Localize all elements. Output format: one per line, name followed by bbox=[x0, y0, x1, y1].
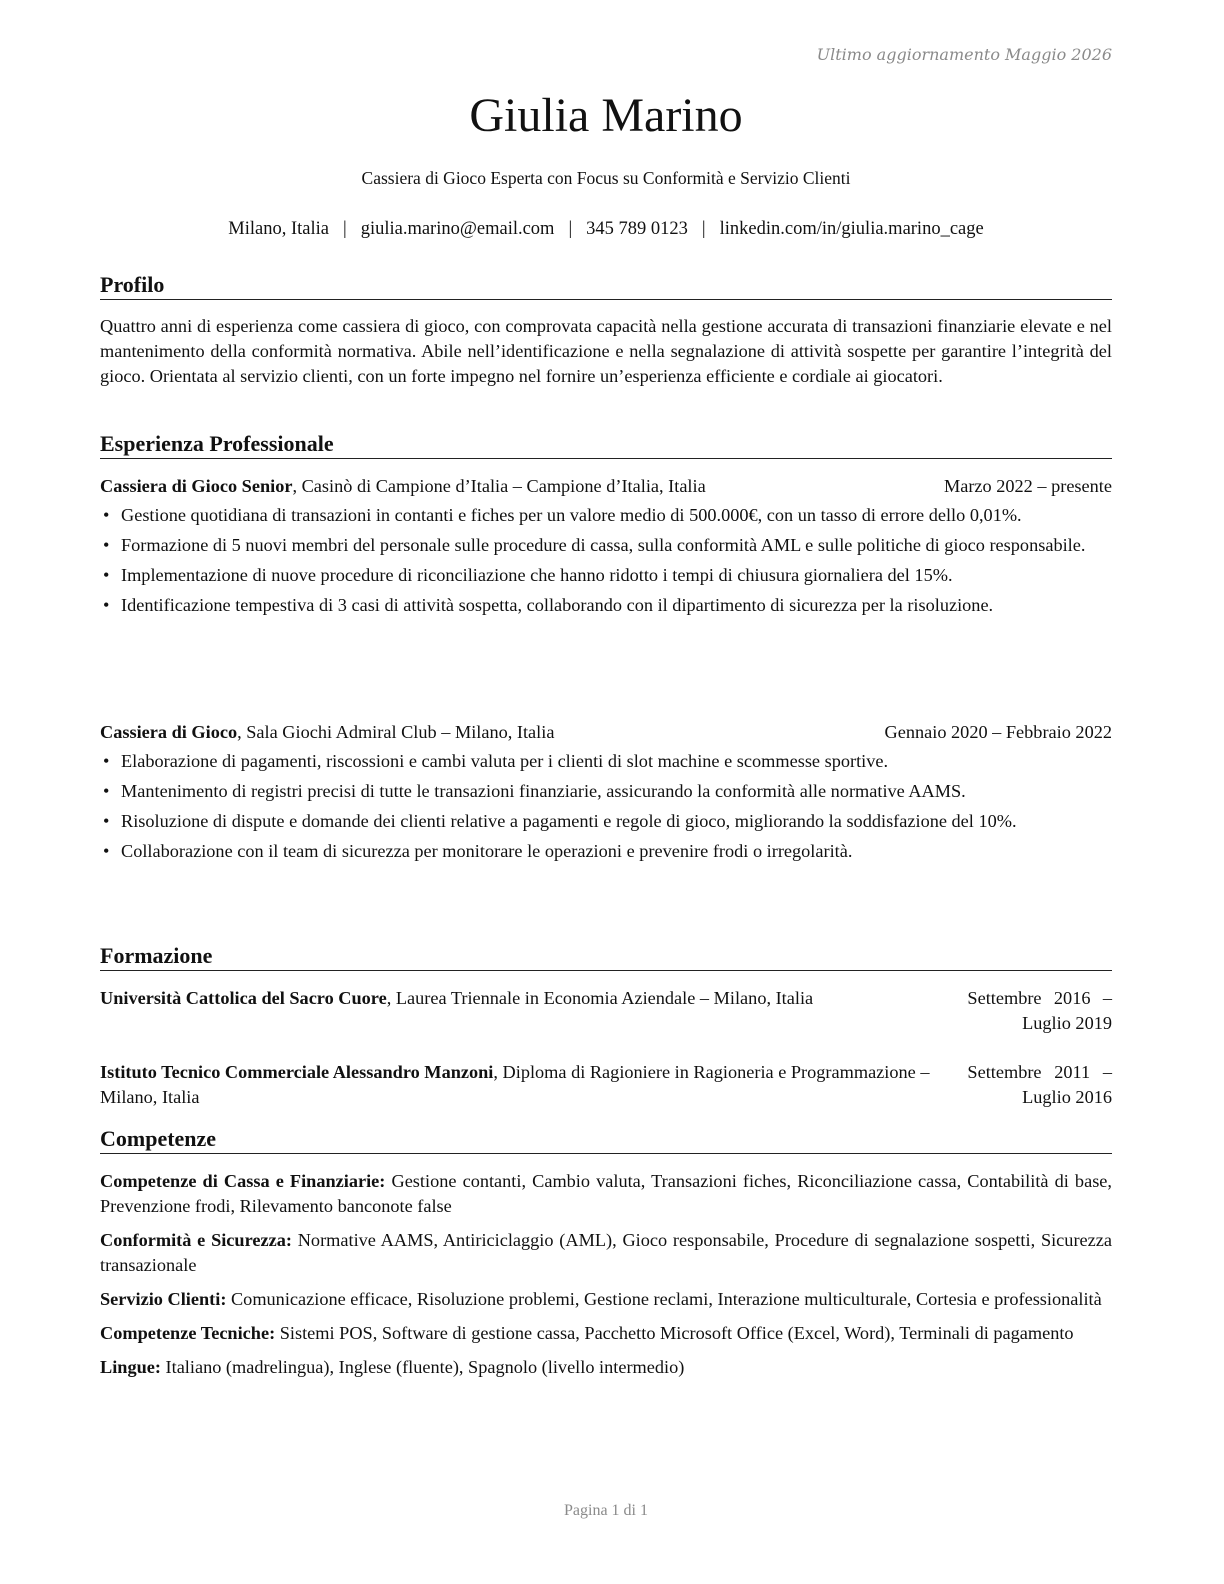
list-item bbox=[100, 563, 1112, 588]
bullet-icon: • bbox=[103, 751, 110, 771]
contact-line bbox=[100, 219, 1112, 240]
profile-summary: Quattro anni di esperienza come cassiera di gioco, con comprovata capacità nella gestione accurata di transazioni finanziarie elevate e nel mantenimento della conformità normativa. Abile nell’identificazione e nella segnalazione di attività sospette per garantire l’integrità del gioco. Orientata al servizio clienti, con un forte impegno nel fornire un’esperienza efficiente e cordiale ai giocatori. bbox=[100, 316, 1112, 386]
skill-category: Servizio Clienti: bbox=[100, 1289, 227, 1309]
education-degree: , Diploma di Ragioniere in Ragioneria e Programmazione – Milano, Italia bbox=[100, 1062, 930, 1107]
list-item bbox=[100, 779, 1112, 804]
education-school: Istituto Tecnico Commerciale Alessandro Manzoni bbox=[100, 1062, 494, 1082]
last-updated-note: Ultimo aggiornamento Maggio 2026 bbox=[816, 45, 1112, 64]
job-bullet-list bbox=[100, 749, 1112, 864]
contact-phone[interactable]: 345 789 0123 bbox=[586, 219, 688, 239]
job-employer: , Casinò di Campione d’Italia – Campione d’Italia, Italia bbox=[292, 476, 706, 496]
list-item bbox=[100, 593, 1112, 618]
education-dates: Settembre 2011 – Luglio 2016 bbox=[967, 1062, 1112, 1107]
job-entry bbox=[100, 474, 1112, 623]
bullet-text: Identificazione tempestiva di 3 casi di attività sospetta, collaborando con il dipartimento di sicurezza per la risoluzione. bbox=[121, 595, 994, 615]
education-school: Università Cattolica del Sacro Cuore bbox=[100, 988, 387, 1008]
education-dates: Settembre 2016 – Luglio 2019 bbox=[967, 988, 1112, 1033]
job-role: Cassiera di Gioco bbox=[100, 722, 238, 742]
page-number: Pagina 1 di 1 bbox=[564, 1502, 648, 1519]
skill-values: Sistemi POS, Software di gestione cassa, Pacchetto Microsoft Office (Excel, Word), Terminali di pagamento bbox=[275, 1323, 1074, 1343]
section-title-profile: Profilo bbox=[100, 271, 1112, 300]
skill-values: Normative AAMS, Antiriciclaggio (AML), Gioco responsabile, Procedure di segnalazione sospetti, Sicurezza transazionale bbox=[100, 1230, 1112, 1275]
section-title-education: Formazione bbox=[100, 942, 1112, 971]
list-item bbox=[100, 839, 1112, 864]
bullet-icon: • bbox=[103, 505, 110, 525]
job-entry bbox=[100, 720, 1112, 869]
contact-separator: | bbox=[701, 219, 706, 239]
contact-location: Milano, Italia bbox=[228, 219, 329, 239]
resume-page bbox=[100, 0, 1112, 1584]
contact-separator: | bbox=[342, 219, 347, 239]
job-dates: Marzo 2022 – presente bbox=[943, 476, 1112, 496]
list-item bbox=[100, 533, 1112, 558]
job-role: Cassiera di Gioco Senior bbox=[100, 476, 293, 496]
bullet-text: Risoluzione di dispute e domande dei clienti relative a pagamenti e regole di gioco, migliorando la soddisfazione del 10%. bbox=[121, 811, 1017, 831]
skill-group bbox=[100, 1355, 1112, 1380]
education-row bbox=[100, 1060, 1112, 1110]
bullet-icon: • bbox=[103, 565, 110, 585]
education-entry bbox=[100, 1060, 1112, 1110]
skill-category: Competenze di Cassa e Finanziarie: bbox=[100, 1171, 386, 1191]
job-employer: , Sala Giochi Admiral Club – Milano, Italia bbox=[237, 722, 555, 742]
education-institution-line bbox=[100, 986, 967, 1011]
candidate-headline: Cassiera di Gioco Esperta con Focus su Conformità e Servizio Clienti bbox=[361, 168, 851, 188]
list-item bbox=[100, 749, 1112, 774]
job-title-line bbox=[100, 474, 944, 499]
job-dates: Gennaio 2020 – Febbraio 2022 bbox=[884, 722, 1112, 742]
education-institution-line bbox=[100, 1060, 967, 1110]
bullet-icon: • bbox=[103, 781, 110, 801]
education-row bbox=[100, 986, 1112, 1036]
skills-list bbox=[100, 1169, 1112, 1389]
education-entry bbox=[100, 986, 1112, 1036]
contact-email[interactable]: giulia.marino@email.com bbox=[360, 219, 555, 239]
bullet-icon: • bbox=[103, 535, 110, 555]
skill-category: Lingue: bbox=[100, 1357, 161, 1377]
list-item bbox=[100, 503, 1112, 528]
contact-separator: | bbox=[568, 219, 573, 239]
section-title-experience: Esperienza Professionale bbox=[100, 430, 1112, 459]
job-header bbox=[100, 720, 1112, 745]
bullet-text: Collaborazione con il team di sicurezza per monitorare le operazioni e prevenire frodi o irregolarità. bbox=[121, 841, 853, 861]
job-header bbox=[100, 474, 1112, 499]
education-degree: , Laurea Triennale in Economia Aziendale – Milano, Italia bbox=[386, 988, 814, 1008]
bullet-icon: • bbox=[103, 595, 110, 615]
skill-group bbox=[100, 1228, 1112, 1278]
bullet-icon: • bbox=[103, 811, 110, 831]
skill-values: Gestione contanti, Cambio valuta, Transazioni fiches, Riconciliazione cassa, Contabilità di base, Prevenzione frodi, Rilevamento banconote false bbox=[100, 1171, 1112, 1216]
candidate-name: Giulia Marino bbox=[469, 89, 743, 142]
contact-linkedin[interactable]: linkedin.com/in/giulia.marino_cage bbox=[719, 219, 984, 239]
skill-values: Comunicazione efficace, Risoluzione problemi, Gestione reclami, Interazione multiculturale, Cortesia e professionalità bbox=[226, 1289, 1102, 1309]
bullet-text: Gestione quotidiana di transazioni in contanti e fiches per un valore medio di 500.000€, con un tasso di errore dello 0,01%. bbox=[121, 505, 1022, 525]
bullet-text: Formazione di 5 nuovi membri del personale sulle procedure di cassa, sulla conformità AML e sulle politiche di gioco responsabile. bbox=[121, 535, 1086, 555]
skill-group bbox=[100, 1287, 1112, 1312]
list-item bbox=[100, 809, 1112, 834]
skill-category: Conformità e Sicurezza: bbox=[100, 1230, 292, 1250]
skill-values: Italiano (madrelingua), Inglese (fluente), Spagnolo (livello intermedio) bbox=[160, 1357, 685, 1377]
job-title-line bbox=[100, 720, 877, 745]
bullet-text: Implementazione di nuove procedure di riconciliazione che hanno ridotto i tempi di chiusura giornaliera del 15%. bbox=[121, 565, 953, 585]
bullet-text: Mantenimento di registri precisi di tutte le transazioni finanziarie, assicurando la conformità alle normative AAMS. bbox=[121, 781, 966, 801]
skill-group bbox=[100, 1321, 1112, 1346]
section-title-skills: Competenze bbox=[100, 1125, 1112, 1154]
skill-category: Competenze Tecniche: bbox=[100, 1323, 276, 1343]
bullet-text: Elaborazione di pagamenti, riscossioni e cambi valuta per i clienti di slot machine e scommesse sportive. bbox=[121, 751, 889, 771]
bullet-icon: • bbox=[103, 841, 110, 861]
job-bullet-list bbox=[100, 503, 1112, 618]
skill-group bbox=[100, 1169, 1112, 1219]
